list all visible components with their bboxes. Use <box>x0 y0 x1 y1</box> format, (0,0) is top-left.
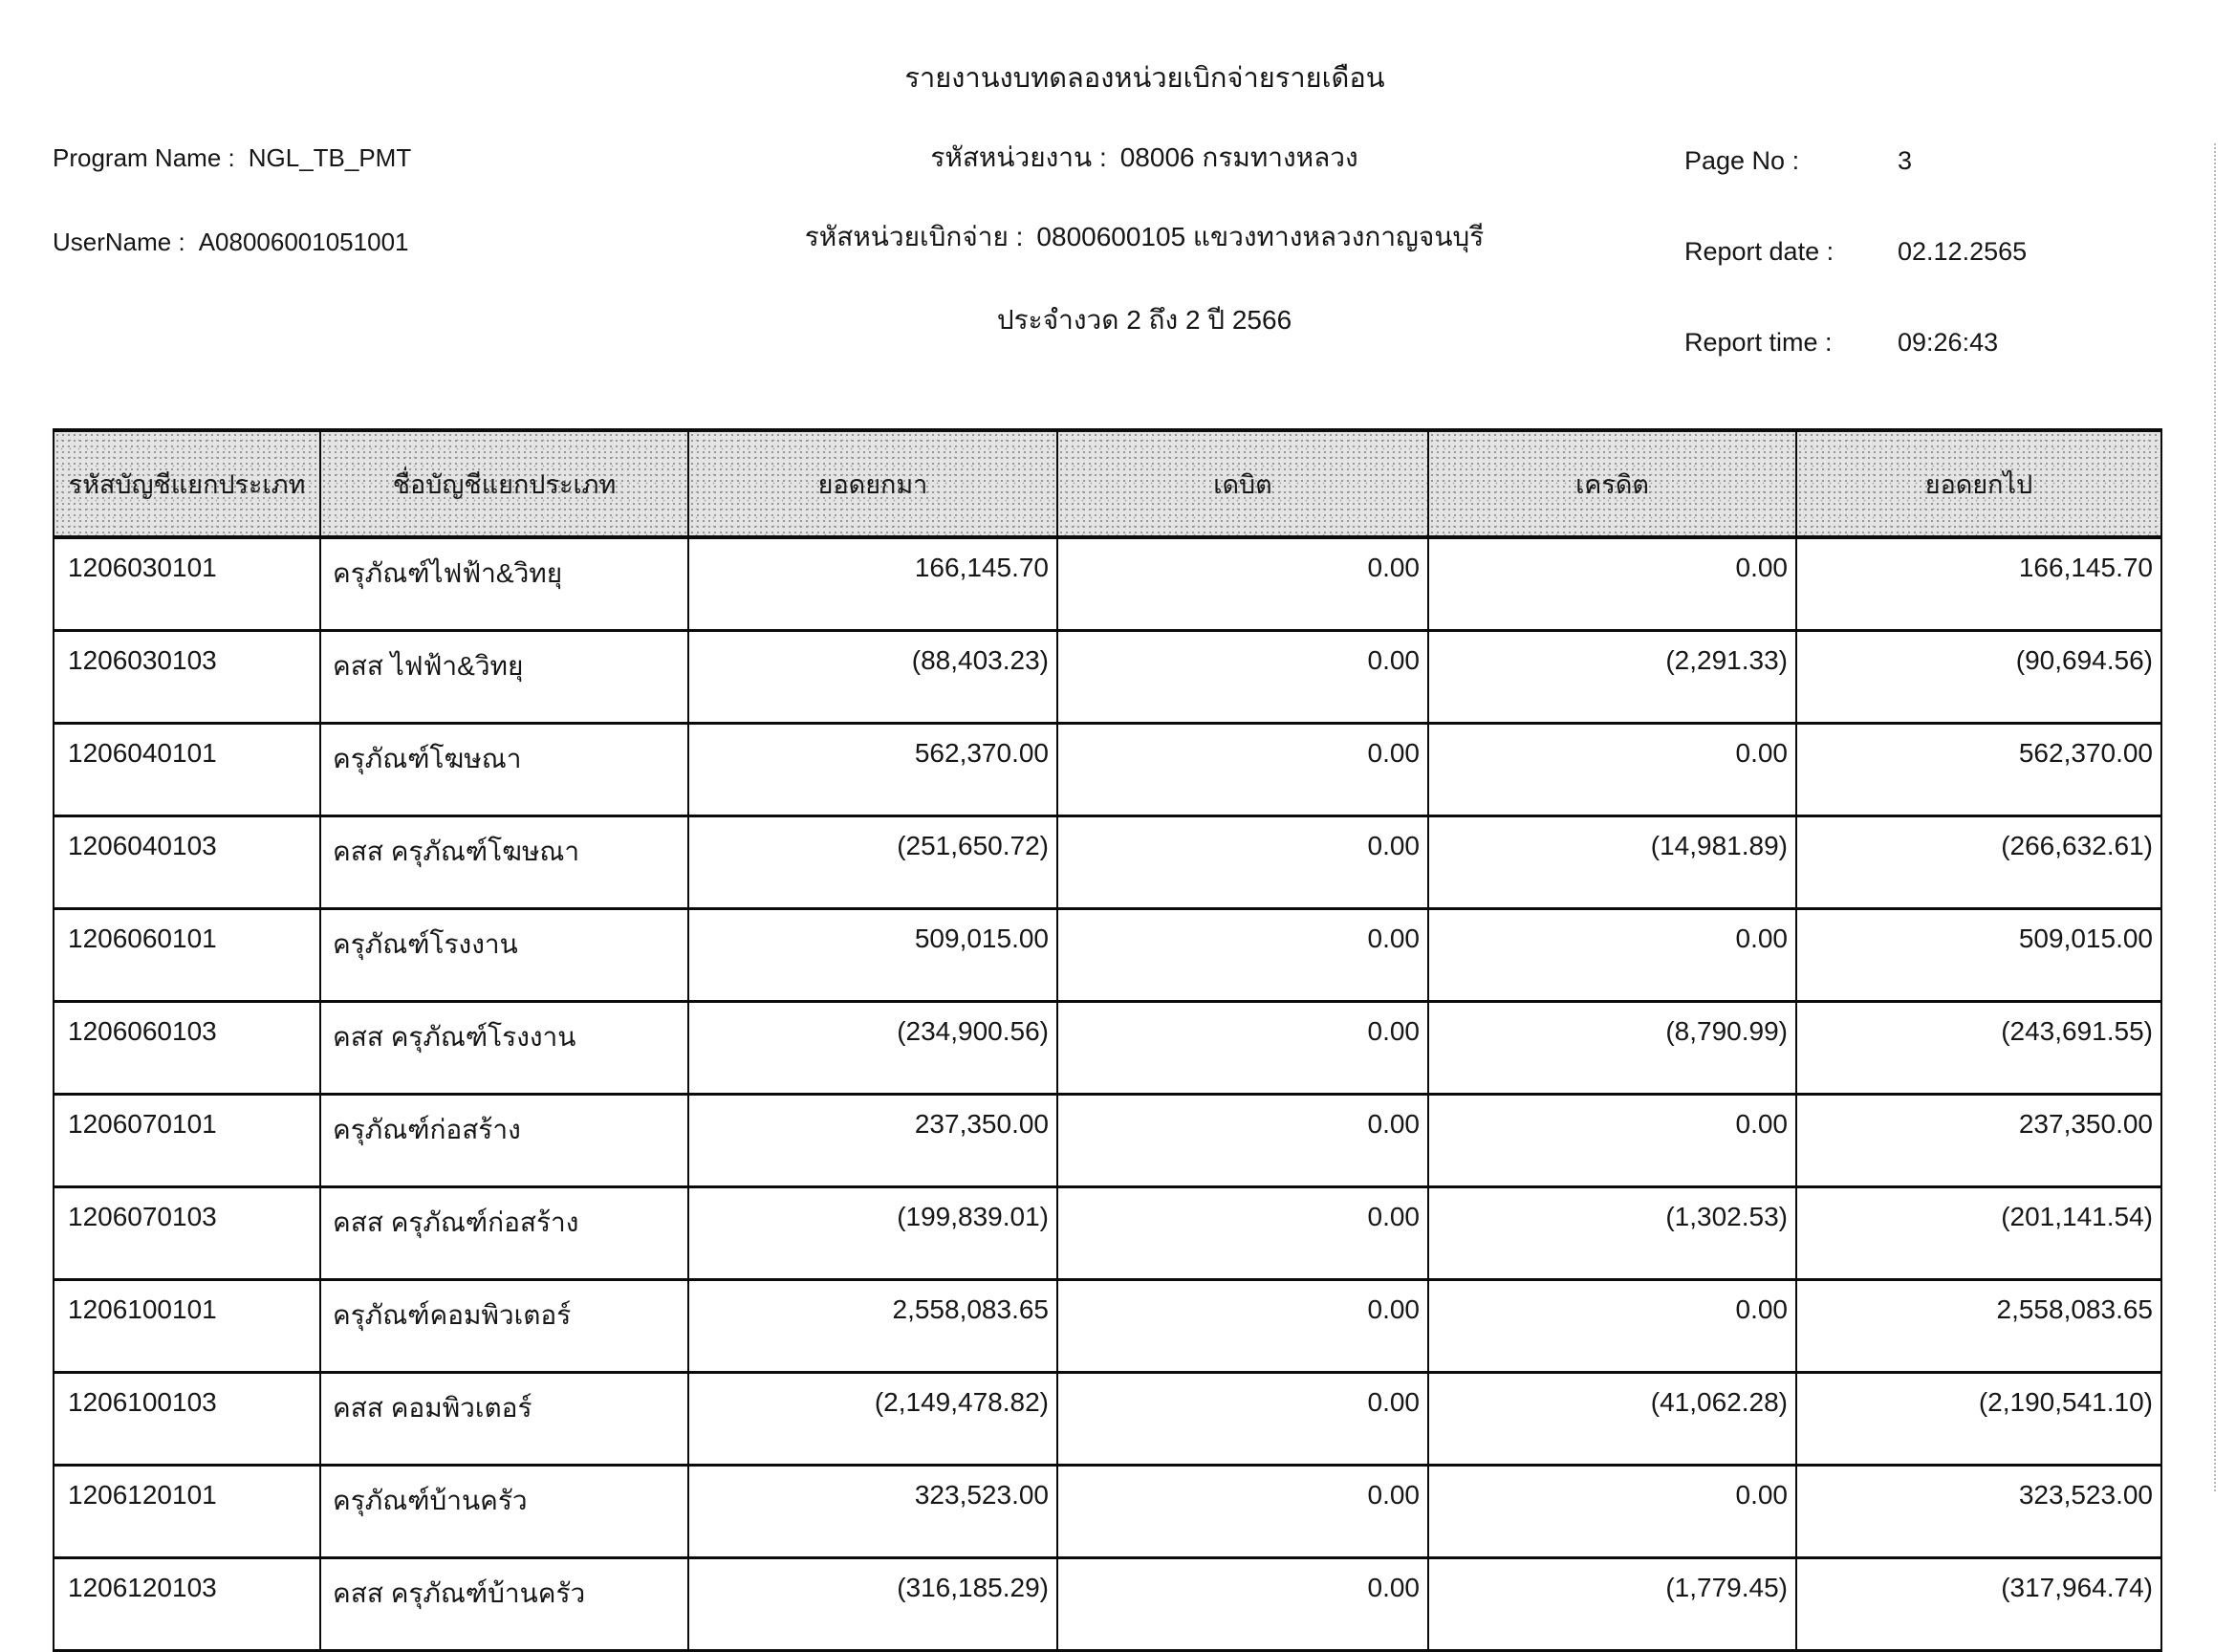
cell-account-name: คสส ครุภัณฑ์ก่อสร้าง <box>320 1187 688 1280</box>
unit-code-value: 08006 กรมทางหลวง <box>1119 142 1358 172</box>
cell-credit: (1,302.53) <box>1428 1187 1796 1280</box>
col-header-brought-forward: ยอดยกมา <box>688 430 1057 537</box>
cell-account-name: คสส ครุภัณฑ์โรงงาน <box>320 1002 688 1095</box>
table-row <box>54 1187 2161 1280</box>
cell-account-code: 1206030103 <box>54 631 320 724</box>
cell-account-code: 1206120101 <box>54 1466 320 1558</box>
cell-account-name: ครุภัณฑ์บ้านครัว <box>320 1466 688 1558</box>
cell-debit: 0.00 <box>1057 909 1428 1002</box>
cell-account-name: คสส ครุภัณฑ์บ้านครัว <box>320 1558 688 1651</box>
cell-account-code: 1206070101 <box>54 1095 320 1187</box>
table-row <box>54 1558 2161 1651</box>
cell-account-name: ครุภัณฑ์ก่อสร้าง <box>320 1095 688 1187</box>
cell-carried-forward: 2,558,083.65 <box>1796 1280 2161 1373</box>
cell-credit: 0.00 <box>1428 724 1796 816</box>
table-row <box>54 1095 2161 1187</box>
cell-carried-forward: (243,691.55) <box>1796 1002 2161 1095</box>
table-row <box>54 724 2161 816</box>
cell-credit: (41,062.28) <box>1428 1373 1796 1466</box>
col-header-account-name: ชื่อบัญชีแยกประเภท <box>320 430 688 537</box>
col-header-credit: เครดิต <box>1428 430 1796 537</box>
program-name-line <box>53 143 411 173</box>
report-date-label: Report date : <box>1684 237 1834 266</box>
cell-account-code: 1206100101 <box>54 1280 320 1373</box>
cell-credit: (1,779.45) <box>1428 1558 1796 1651</box>
cell-brought-forward: 237,350.00 <box>688 1095 1057 1187</box>
cell-brought-forward: (88,403.23) <box>688 631 1057 724</box>
cell-debit: 0.00 <box>1057 537 1428 631</box>
table-header-row <box>54 430 2161 537</box>
cell-account-name: ครุภัณฑ์โรงงาน <box>320 909 688 1002</box>
cell-debit: 0.00 <box>1057 1187 1428 1280</box>
page-no-value: 3 <box>1898 146 1913 175</box>
cell-credit: 0.00 <box>1428 909 1796 1002</box>
cell-carried-forward: (201,141.54) <box>1796 1187 2161 1280</box>
cell-brought-forward: (316,185.29) <box>688 1558 1057 1651</box>
period-line: ประจำงวด 2 ถึง 2 ปี 2566 <box>996 305 1292 335</box>
disbursing-unit-label: รหัสหน่วยเบิกจ่าย : <box>804 222 1024 251</box>
cell-account-code: 1206060103 <box>54 1002 320 1095</box>
cell-credit: 0.00 <box>1428 537 1796 631</box>
cell-carried-forward: 509,015.00 <box>1796 909 2161 1002</box>
report-title: รายงานงบทดลองหน่วยเบิกจ่ายรายเดือน <box>904 63 1385 94</box>
cell-account-name: คสส คอมพิวเตอร์ <box>320 1373 688 1466</box>
cell-account-name: ครุภัณฑ์โฆษณา <box>320 724 688 816</box>
username-value: A08006001051001 <box>198 228 409 256</box>
cell-debit: 0.00 <box>1057 816 1428 909</box>
cell-credit: 0.00 <box>1428 1095 1796 1187</box>
cell-account-code: 1206100103 <box>54 1373 320 1466</box>
cell-account-name: คสส ไฟฟ้า&วิทยุ <box>320 631 688 724</box>
cell-carried-forward: 323,523.00 <box>1796 1466 2161 1558</box>
cell-debit: 0.00 <box>1057 1558 1428 1651</box>
table-row <box>54 631 2161 724</box>
cell-carried-forward: 562,370.00 <box>1796 724 2161 816</box>
username-line <box>53 228 408 257</box>
trial-balance-table <box>53 428 2162 1652</box>
cell-account-name: คสส ครุภัณฑ์โฆษณา <box>320 816 688 909</box>
cell-account-code: 1206070103 <box>54 1187 320 1280</box>
unit-code-label: รหัสหน่วยงาน : <box>930 142 1107 172</box>
cell-account-code: 1206060101 <box>54 909 320 1002</box>
table-row <box>54 1373 2161 1466</box>
cell-debit: 0.00 <box>1057 631 1428 724</box>
cell-account-name: ครุภัณฑ์ไฟฟ้า&วิทยุ <box>320 537 688 631</box>
cell-debit: 0.00 <box>1057 1373 1428 1466</box>
cell-carried-forward: (266,632.61) <box>1796 816 2161 909</box>
col-header-carried-forward: ยอดยกไป <box>1796 430 2161 537</box>
cell-debit: 0.00 <box>1057 1002 1428 1095</box>
cell-brought-forward: 562,370.00 <box>688 724 1057 816</box>
cell-brought-forward: (251,650.72) <box>688 816 1057 909</box>
cell-brought-forward: (234,900.56) <box>688 1002 1057 1095</box>
table-row <box>54 816 2161 909</box>
cell-debit: 0.00 <box>1057 1466 1428 1558</box>
cell-debit: 0.00 <box>1057 1280 1428 1373</box>
cell-brought-forward: (199,839.01) <box>688 1187 1057 1280</box>
unit-code-line <box>930 137 1357 179</box>
disbursing-unit-line <box>805 216 1485 258</box>
col-header-debit: เดบิต <box>1057 430 1428 537</box>
cell-credit: (8,790.99) <box>1428 1002 1796 1095</box>
table-body <box>54 537 2161 1651</box>
col-header-account-code: รหัสบัญชีแยกประเภท <box>54 430 320 537</box>
username-label: UserName : <box>53 228 185 256</box>
cell-carried-forward: 166,145.70 <box>1796 537 2161 631</box>
cell-debit: 0.00 <box>1057 724 1428 816</box>
report-date-value: 02.12.2565 <box>1898 237 2028 266</box>
cell-debit: 0.00 <box>1057 1095 1428 1187</box>
page-no-label: Page No : <box>1684 146 1800 175</box>
cell-account-code: 1206120103 <box>54 1558 320 1651</box>
cell-carried-forward: (2,190,541.10) <box>1796 1373 2161 1466</box>
cell-account-name: ครุภัณฑ์คอมพิวเตอร์ <box>320 1280 688 1373</box>
table-row <box>54 1002 2161 1095</box>
cell-brought-forward: 2,558,083.65 <box>688 1280 1057 1373</box>
table-row <box>54 909 2161 1002</box>
cell-carried-forward: (317,964.74) <box>1796 1558 2161 1651</box>
report-time-value: 09:26:43 <box>1898 328 1999 357</box>
cell-account-code: 1206040103 <box>54 816 320 909</box>
scan-edge-artifact <box>2214 143 2216 1491</box>
cell-carried-forward: (90,694.56) <box>1796 631 2161 724</box>
table-row <box>54 1280 2161 1373</box>
program-name-label: Program Name : <box>53 143 235 172</box>
cell-credit: (14,981.89) <box>1428 816 1796 909</box>
cell-credit: 0.00 <box>1428 1466 1796 1558</box>
cell-brought-forward: (2,149,478.82) <box>688 1373 1057 1466</box>
cell-credit: 0.00 <box>1428 1280 1796 1373</box>
cell-account-code: 1206030101 <box>54 537 320 631</box>
table-row <box>54 537 2161 631</box>
program-name-value: NGL_TB_PMT <box>248 143 412 172</box>
cell-account-code: 1206040101 <box>54 724 320 816</box>
cell-brought-forward: 166,145.70 <box>688 537 1057 631</box>
cell-credit: (2,291.33) <box>1428 631 1796 724</box>
cell-brought-forward: 323,523.00 <box>688 1466 1057 1558</box>
report-time-label: Report time : <box>1684 328 1833 357</box>
cell-carried-forward: 237,350.00 <box>1796 1095 2161 1187</box>
table-row <box>54 1466 2161 1558</box>
cell-brought-forward: 509,015.00 <box>688 909 1057 1002</box>
disbursing-unit-value: 0800600105 แขวงทางหลวงกาญจนบุรี <box>1036 222 1485 251</box>
